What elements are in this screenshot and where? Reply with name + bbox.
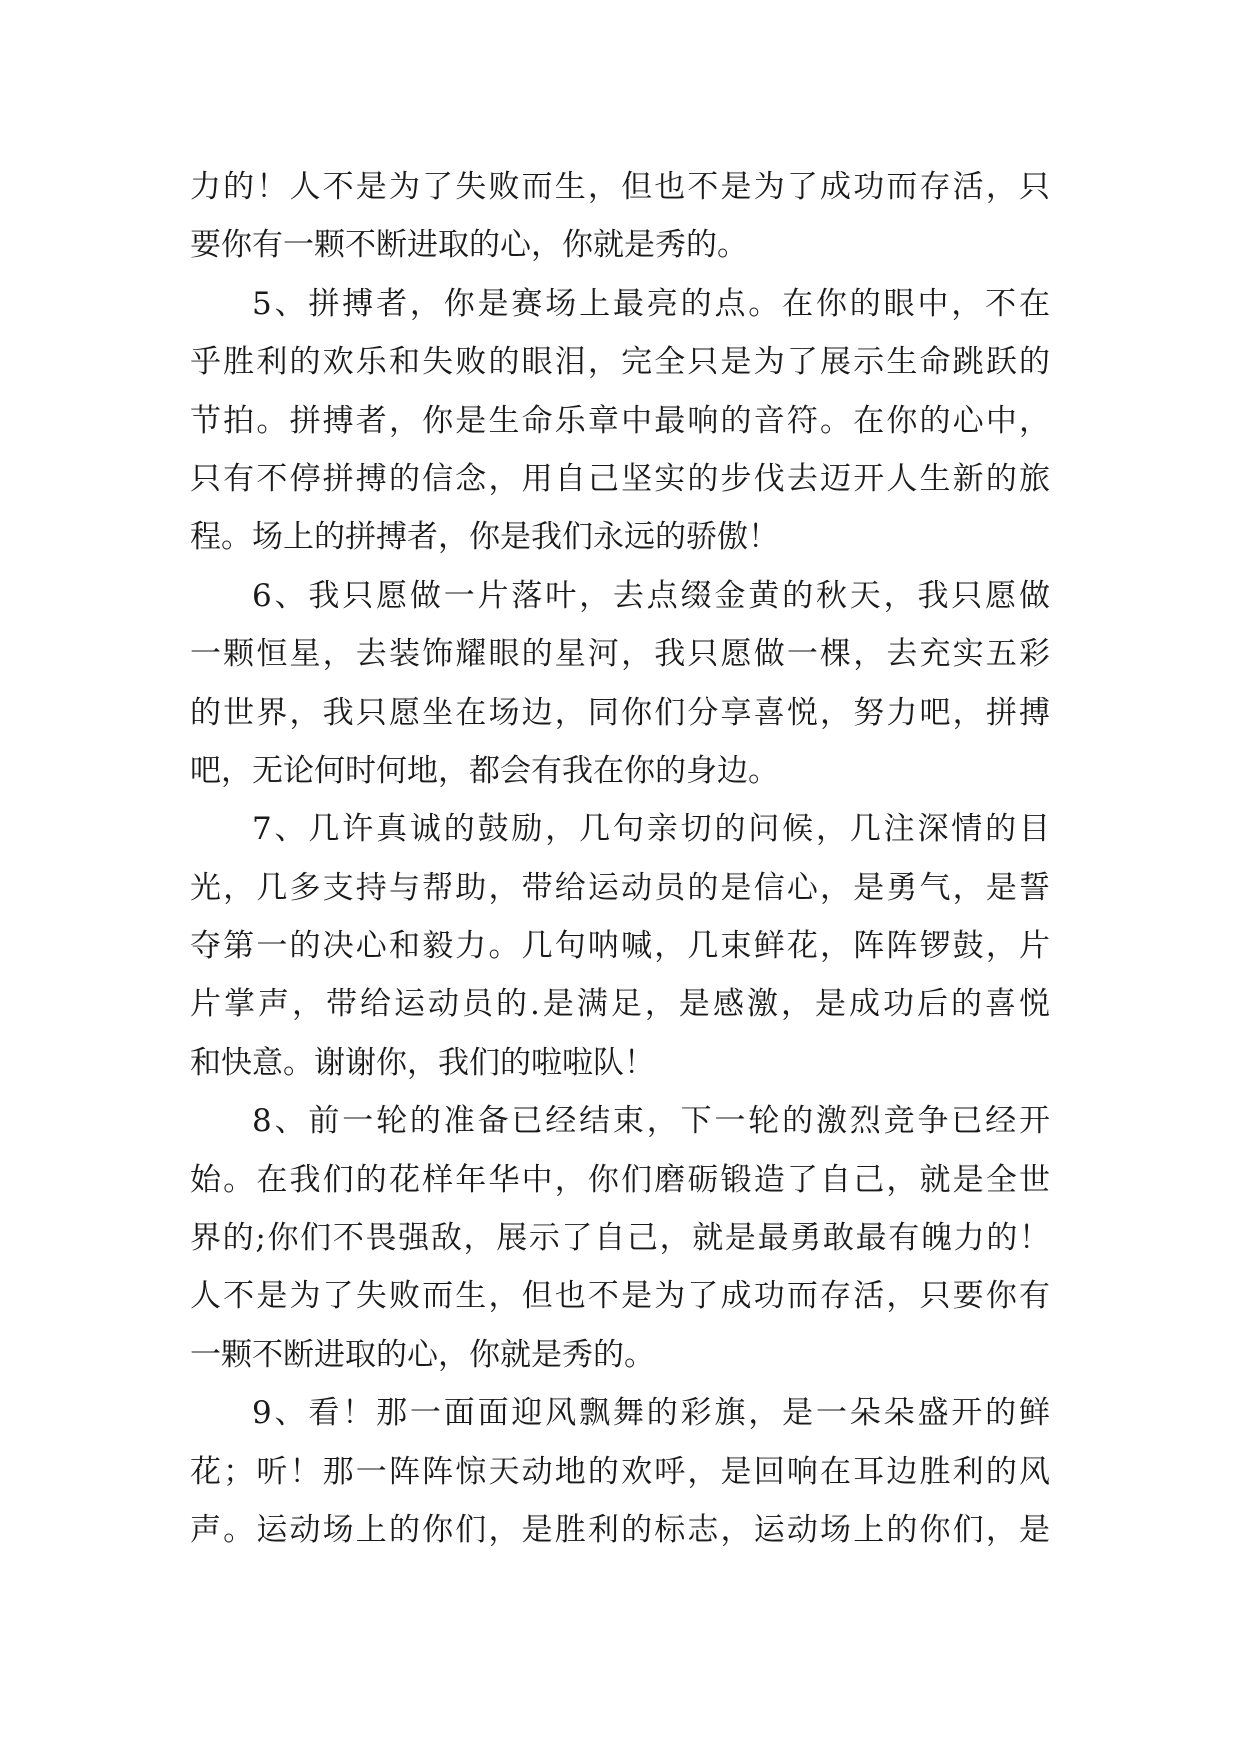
paragraph-9-line-1: 9、看！那一面面迎风飘舞的彩旗，是一朵朵盛开的鲜 bbox=[252, 1395, 1050, 1432]
paragraph-8-line-4: 人不是为了失败而生，但也不是为了成功而存活，只要你有 bbox=[190, 1278, 1050, 1315]
paragraph-6-line-2: 一颗恒星，去装饰耀眼的星河，我只愿做一棵，去充实五彩 bbox=[190, 636, 1050, 673]
document-body bbox=[190, 158, 1050, 1559]
paragraph-5-line-5: 程。场上的拼搏者，你是我们永远的骄傲！ bbox=[190, 519, 779, 556]
paragraph-8-line-2: 始。在我们的花样年华中，你们磨砺锻造了自己，就是全世 bbox=[190, 1161, 1050, 1198]
paragraph-continued-line-2: 要你有一颗不断进取的心，你就是秀的。 bbox=[190, 227, 748, 264]
paragraph-8-line-3: 界的;你们不畏强敌，展示了自己，就是最勇敢最有魄力的！ bbox=[190, 1220, 1050, 1257]
paragraph-7-line-1: 7、几许真诚的鼓励，几句亲切的问候，几注深情的目 bbox=[252, 811, 1050, 848]
paragraph-5-line-2: 乎胜利的欢乐和失败的眼泪，完全只是为了展示生命跳跃的 bbox=[190, 344, 1050, 381]
paragraph-7-line-4: 片掌声，带给运动员的.是满足，是感激，是成功后的喜悦 bbox=[190, 986, 1050, 1023]
paragraph-7-line-2: 光，几多支持与帮助，带给运动员的是信心，是勇气，是誓 bbox=[190, 869, 1050, 906]
paragraph-6-line-3: 的世界，我只愿坐在场边，同你们分享喜悦，努力吧，拼搏 bbox=[190, 694, 1050, 731]
paragraph-8-line-5: 一颗不断进取的心，你就是秀的。 bbox=[190, 1336, 655, 1373]
paragraph-7-line-5: 和快意。谢谢你，我们的啦啦队！ bbox=[190, 1044, 655, 1081]
paragraph-9-line-2: 花；听！那一阵阵惊天动地的欢呼，是回响在耳边胜利的风 bbox=[190, 1453, 1050, 1490]
paragraph-5-line-3: 节拍。拼搏者，你是生命乐章中最响的音符。在你的心中， bbox=[190, 402, 1050, 439]
paragraph-5-line-4: 只有不停拼搏的信念，用自己坚实的步伐去迈开人生新的旅 bbox=[190, 460, 1050, 497]
paragraph-7-line-3: 夺第一的决心和毅力。几句呐喊，几束鲜花，阵阵锣鼓，片 bbox=[190, 928, 1050, 965]
paragraph-8-line-1: 8、前一轮的准备已经结束，下一轮的激烈竞争已经开 bbox=[252, 1103, 1050, 1140]
paragraph-6-line-4: 吧，无论何时何地，都会有我在你的身边。 bbox=[190, 752, 779, 789]
paragraph-6-line-1: 6、我只愿做一片落叶，去点缀金黄的秋天，我只愿做 bbox=[252, 577, 1050, 614]
paragraph-5-line-1: 5、拼搏者，你是赛场上最亮的点。在你的眼中，不在 bbox=[252, 285, 1050, 322]
paragraph-continued-line-1: 力的！人不是为了失败而生，但也不是为了成功而存活，只 bbox=[190, 169, 1050, 205]
paragraph-9-line-3: 声。运动场上的你们，是胜利的标志，运动场上的你们，是 bbox=[190, 1511, 1050, 1548]
